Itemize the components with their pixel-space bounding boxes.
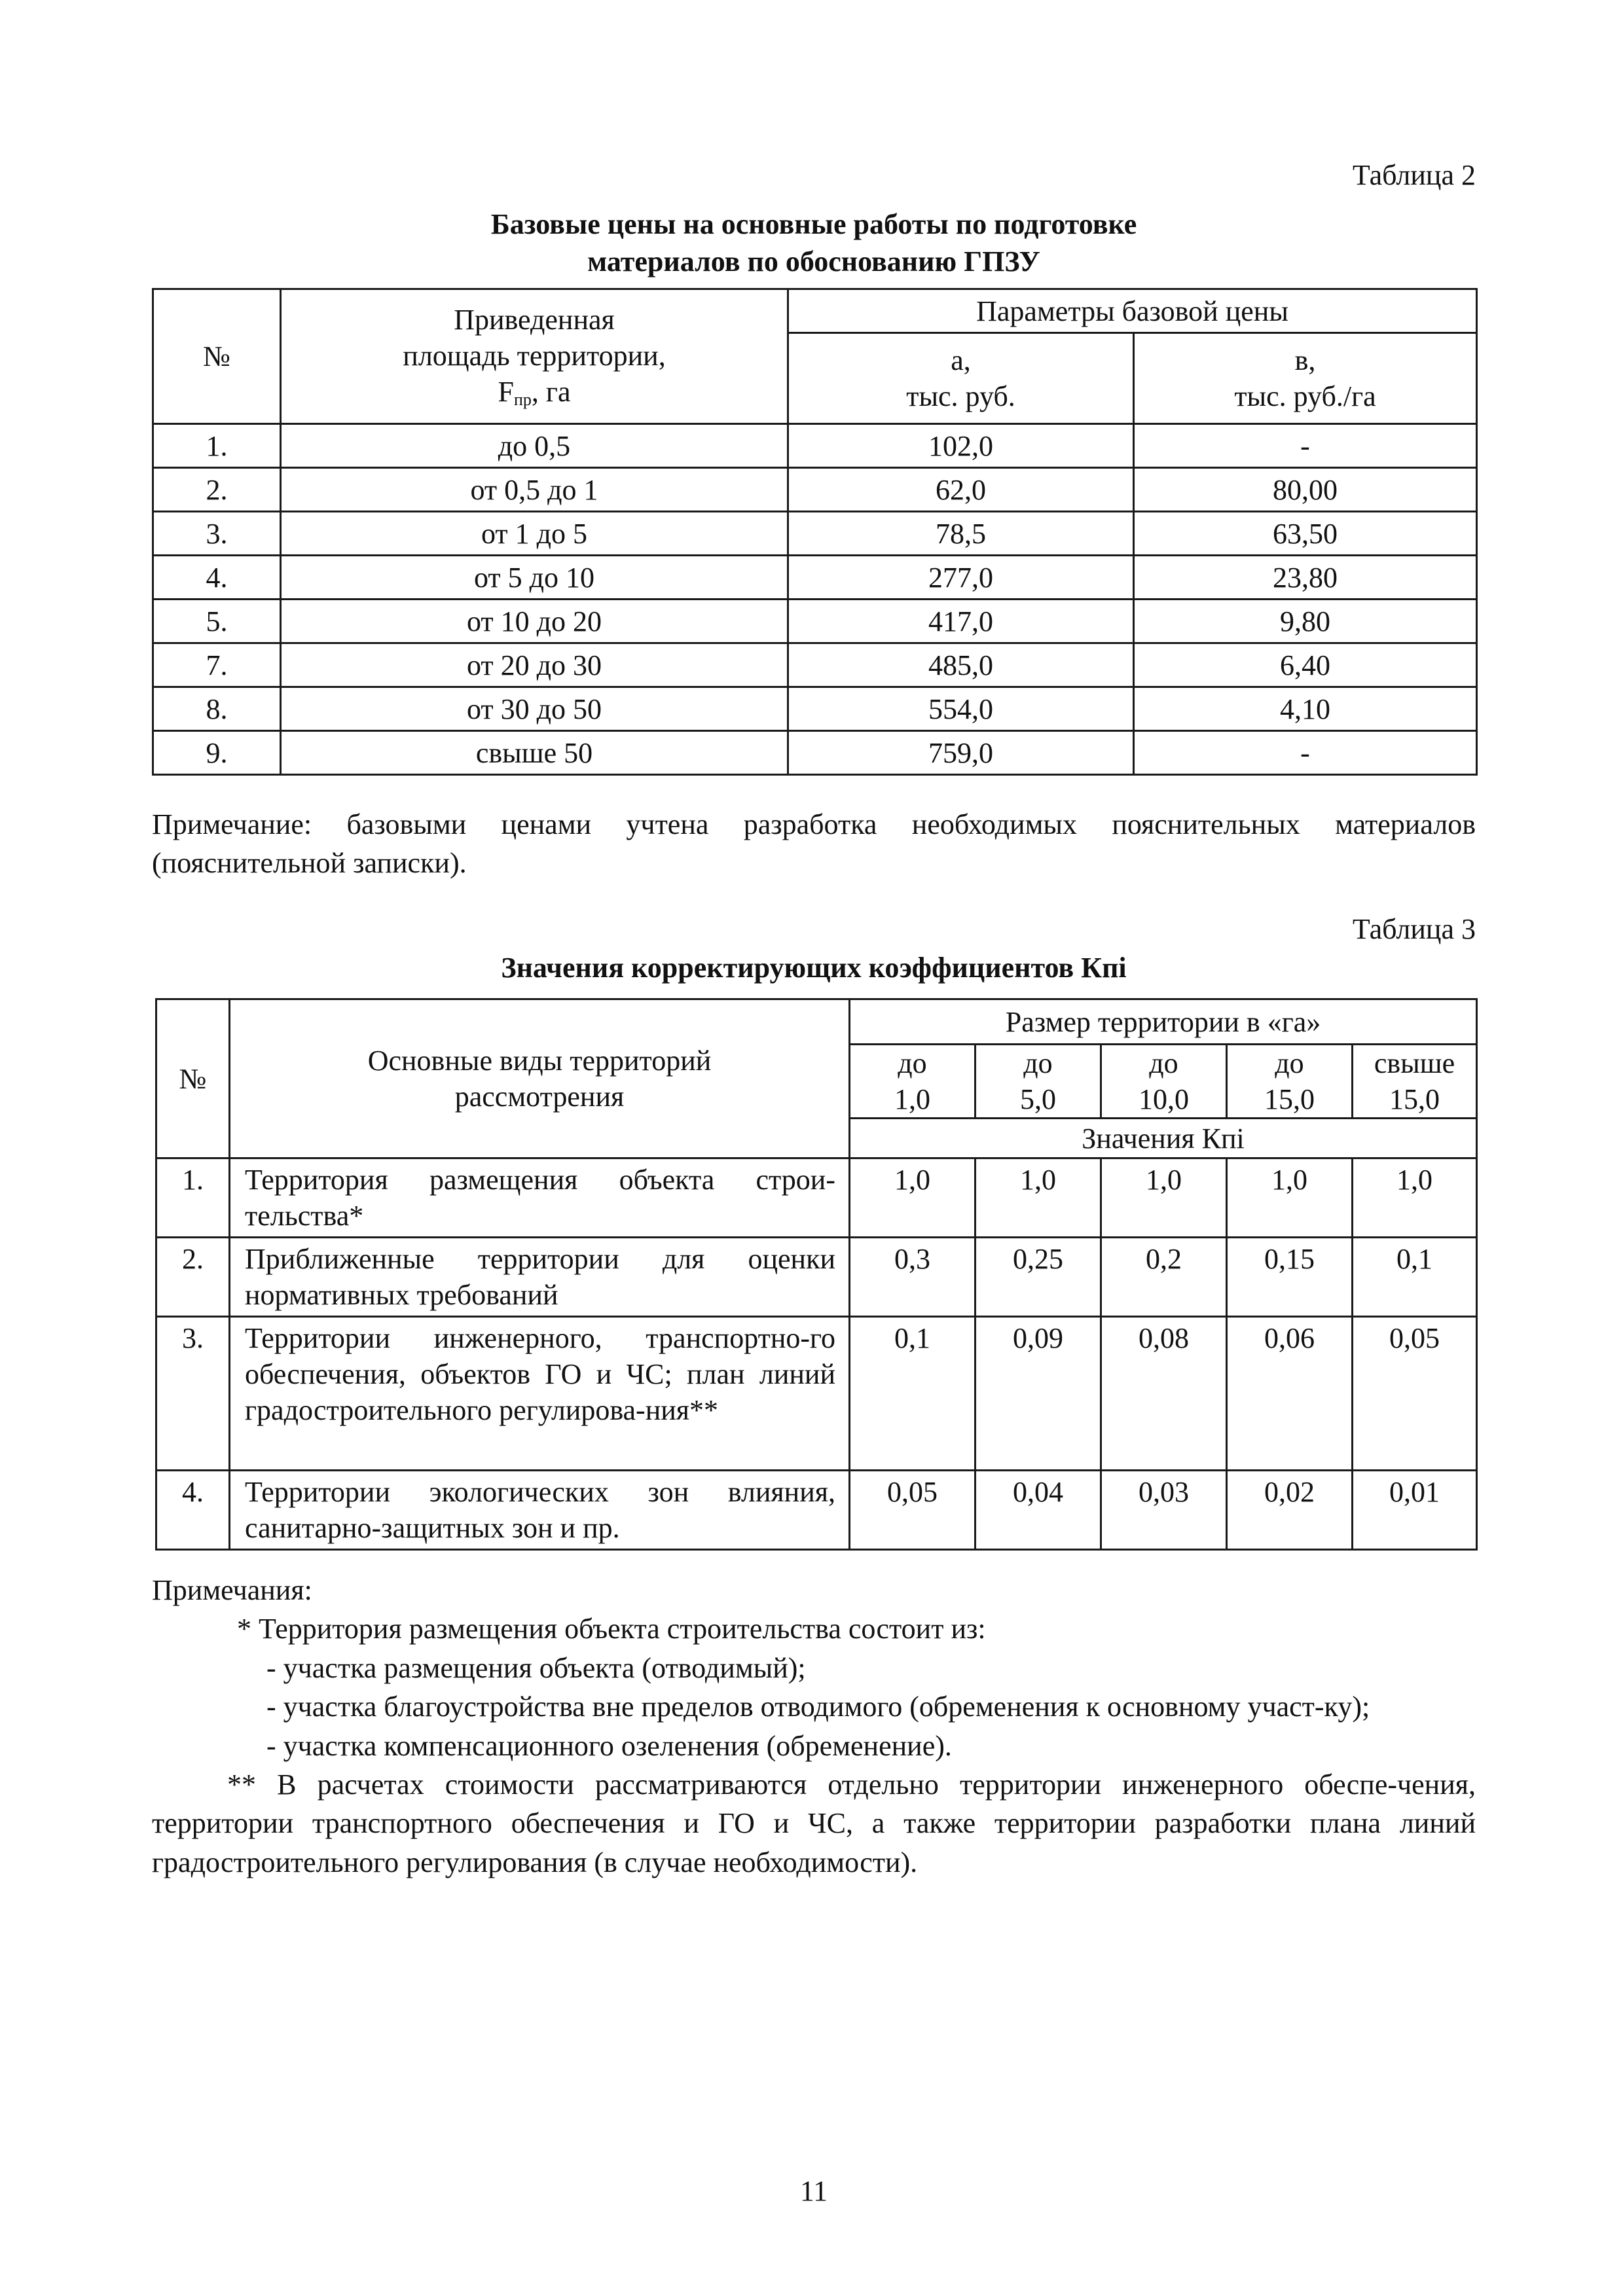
notes-section	[152, 1571, 1476, 1882]
row-area: от 1 до 5	[281, 512, 788, 556]
row-value: 0,03	[1101, 1471, 1227, 1550]
row-area: свыше 50	[281, 731, 788, 775]
row-b: 63,50	[1134, 512, 1477, 556]
row-a: 78,5	[788, 512, 1134, 556]
col-header-l1: до	[898, 1047, 927, 1079]
row-value: 1,0	[976, 1158, 1101, 1238]
table-row	[153, 424, 1477, 468]
table-row	[153, 600, 1477, 643]
row-value: 0,01	[1353, 1471, 1477, 1550]
table3-header-num: №	[156, 999, 230, 1158]
row-value: 1,0	[1353, 1158, 1477, 1238]
table2-title-line1: Базовые цены на основные работы по подготовке	[490, 208, 1137, 240]
col-header-l2: 15,0	[1389, 1083, 1440, 1115]
note-item: - участка размещения объекта (отводимый);	[266, 1651, 806, 1684]
note-star1: * Территория размещения объекта строительства состоит из:	[237, 1613, 986, 1645]
row-value: 0,09	[976, 1317, 1101, 1471]
notes-title: Примечания:	[152, 1574, 312, 1606]
table2-header-area-line1: Приведенная	[454, 304, 615, 336]
row-area: от 10 до 20	[281, 600, 788, 643]
row-num: 1.	[156, 1158, 230, 1238]
table2-header-area-line3	[288, 374, 780, 411]
table3-col-header	[976, 1045, 1101, 1119]
row-a: 417,0	[788, 600, 1134, 643]
row-value: 0,1	[1353, 1238, 1477, 1317]
col-header-l2: 15,0	[1264, 1083, 1315, 1115]
table3-col-header	[1101, 1045, 1227, 1119]
table3-header-kinds-line1: Основные виды территорий	[367, 1045, 712, 1077]
table2-header-b	[1134, 333, 1477, 424]
row-value: 0,06	[1227, 1317, 1353, 1471]
row-value: 1,0	[850, 1158, 976, 1238]
table2-note: Примечание: базовыми ценами учтена разработка необходимых пояснительных материалов (пояснительной записки).	[152, 808, 1476, 880]
table2-header-area	[281, 289, 788, 424]
row-text: Приближенные территории для оценки нормативных требований	[230, 1238, 850, 1317]
table2-header-b-line1: в,	[1294, 344, 1316, 376]
col-header-l1: до	[1275, 1047, 1304, 1079]
table-row	[156, 1317, 1477, 1471]
table-row	[156, 1471, 1477, 1550]
row-num: 9.	[153, 731, 281, 775]
table2-header-num: №	[153, 289, 281, 424]
table-row	[153, 643, 1477, 687]
row-num: 2.	[153, 468, 281, 512]
table2-header-a	[788, 333, 1134, 424]
row-value: 0,1	[850, 1317, 976, 1471]
table-row	[156, 1238, 1477, 1317]
col-header-l1: до	[1023, 1047, 1053, 1079]
row-value: 0,2	[1101, 1238, 1227, 1317]
row-area: до 0,5	[281, 424, 788, 468]
table-row	[153, 556, 1477, 600]
col-header-l1: до	[1149, 1047, 1178, 1079]
row-num: 5.	[153, 600, 281, 643]
page-number: 11	[799, 2175, 828, 2207]
row-b: 4,10	[1134, 687, 1477, 731]
row-num: 3.	[153, 512, 281, 556]
row-b: 9,80	[1134, 600, 1477, 643]
note-item: - участка благоустройства вне пределов отводимого (обременения к основному участ-ку);	[266, 1691, 1370, 1723]
row-value: 1,0	[1101, 1158, 1227, 1238]
table2-label: Таблица 2	[1352, 159, 1476, 191]
table3-col-header	[1353, 1045, 1477, 1119]
table-row	[153, 731, 1477, 775]
row-a: 554,0	[788, 687, 1134, 731]
row-text: Территории экологических зон влияния, санитарно-защитных зон и пр.	[230, 1471, 850, 1550]
row-area: от 5 до 10	[281, 556, 788, 600]
table3-title: Значения корректирующих коэффициентов Кпi	[501, 952, 1127, 984]
table3-col-header	[850, 1045, 976, 1119]
col-header-l2: 10,0	[1139, 1083, 1189, 1115]
row-a: 102,0	[788, 424, 1134, 468]
row-num: 1.	[153, 424, 281, 468]
row-a: 62,0	[788, 468, 1134, 512]
table-row	[156, 1158, 1477, 1238]
table-row	[153, 512, 1477, 556]
table3-header-kinds-line2: рассмотрения	[454, 1081, 625, 1113]
area-unit: , га	[531, 376, 571, 408]
f-subscript: пр	[513, 390, 532, 410]
row-value: 0,3	[850, 1238, 976, 1317]
row-b: -	[1134, 731, 1477, 775]
row-b: 23,80	[1134, 556, 1477, 600]
row-a: 759,0	[788, 731, 1134, 775]
note-item: - участка компенсационного озеленения (обременение).	[266, 1729, 952, 1762]
row-num: 7.	[153, 643, 281, 687]
row-area: от 20 до 30	[281, 643, 788, 687]
row-text: Территории инженерного, транспортно-го обеспечения, объектов ГО и ЧС; план линий градостроительного регулирова-ния**	[230, 1317, 850, 1471]
table3-values-label: Значения Кпi	[850, 1119, 1477, 1158]
row-b: 80,00	[1134, 468, 1477, 512]
table-row	[153, 687, 1477, 731]
row-value: 0,02	[1227, 1471, 1353, 1550]
row-a: 485,0	[788, 643, 1134, 687]
col-header-l2: 1,0	[894, 1083, 930, 1115]
row-num: 3.	[156, 1317, 230, 1471]
row-area: от 30 до 50	[281, 687, 788, 731]
table2-header-params: Параметры базовой цены	[788, 289, 1477, 333]
row-num: 4.	[156, 1471, 230, 1550]
row-num: 4.	[153, 556, 281, 600]
row-value: 0,08	[1101, 1317, 1227, 1471]
note-star2: ** В расчетах стоимости рассматриваются отдельно территории инженерного обеспе-чения, территории транспортного обеспечения и ГО и ЧС, а также территории разработки плана линий градостроительного регулирования (в случае необходимости).	[152, 1768, 1476, 1878]
row-area: от 0,5 до 1	[281, 468, 788, 512]
row-b: 6,40	[1134, 643, 1477, 687]
col-header-l2: 5,0	[1020, 1083, 1056, 1115]
row-b: -	[1134, 424, 1477, 468]
table2-header-b-line2: тыс. руб./га	[1234, 380, 1376, 412]
row-value: 0,05	[850, 1471, 976, 1550]
table2-header-area-line2: площадь территории,	[403, 340, 666, 372]
table2-title	[152, 206, 1476, 280]
row-value: 0,15	[1227, 1238, 1353, 1317]
col-header-l1: свыше	[1374, 1047, 1455, 1079]
table3-header-size: Размер территории в «га»	[850, 999, 1477, 1045]
table2-header-a-line2: тыс. руб.	[906, 380, 1015, 412]
row-num: 2.	[156, 1238, 230, 1317]
table2-header-a-line1: а,	[951, 344, 971, 376]
table3-col-header	[1227, 1045, 1353, 1119]
table3-header-kinds	[230, 999, 850, 1158]
correction-coefficients-table	[155, 998, 1478, 1551]
row-value: 0,25	[976, 1238, 1101, 1317]
row-value: 0,05	[1353, 1317, 1477, 1471]
row-value: 0,04	[976, 1471, 1101, 1550]
row-num: 8.	[153, 687, 281, 731]
row-a: 277,0	[788, 556, 1134, 600]
row-text: Территория размещения объекта строи-тельства*	[230, 1158, 850, 1238]
f-symbol: F	[498, 376, 514, 408]
table3-label: Таблица 3	[1352, 913, 1476, 945]
row-value: 1,0	[1227, 1158, 1353, 1238]
table2-title-line2: материалов по обоснованию ГПЗУ	[587, 245, 1040, 278]
base-prices-table	[152, 288, 1478, 776]
table-row	[153, 468, 1477, 512]
